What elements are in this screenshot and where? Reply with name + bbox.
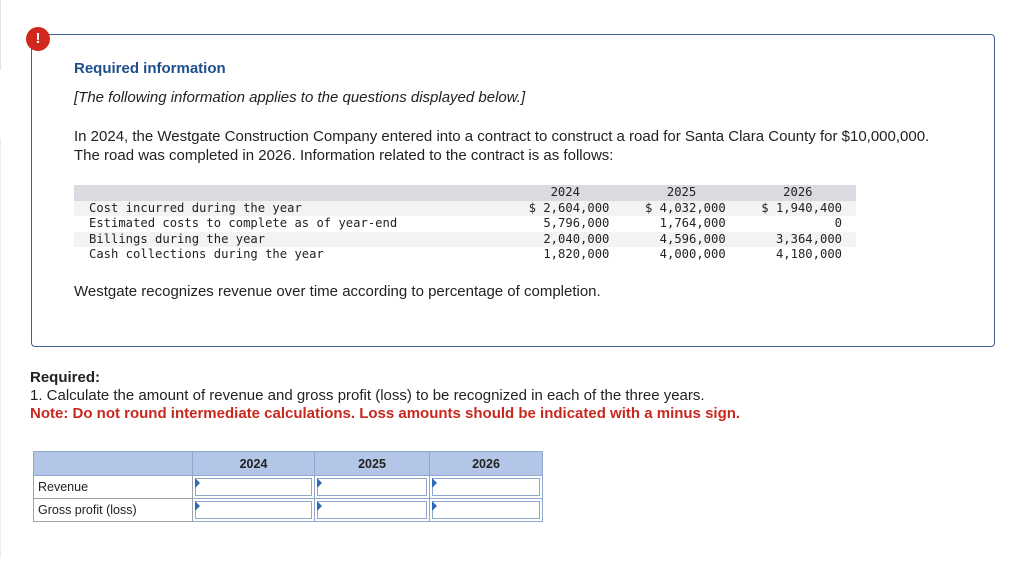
row-label: Billings during the year xyxy=(74,232,507,248)
row-value: 1,820,000 xyxy=(507,247,623,263)
left-edge-rule xyxy=(0,0,1,70)
info-title: Required information xyxy=(74,60,226,77)
answer-header-blank xyxy=(34,452,193,476)
answer-header-year: 2025 xyxy=(315,452,430,476)
header-blank xyxy=(74,185,507,201)
answer-row-label: Revenue xyxy=(34,476,193,499)
intro-paragraph: In 2024, the Westgate Construction Company entered into a contract to construct a road for Santa Clara County for $10,000,000. The road was completed in 2026. Information related to the contract is as follows: xyxy=(74,128,930,164)
revenue-2025-input[interactable] xyxy=(315,476,430,499)
row-value: $ 1,940,400 xyxy=(740,201,856,217)
table-row xyxy=(74,216,856,232)
table-row xyxy=(74,201,856,217)
input-marker-icon xyxy=(317,478,322,488)
recognition-statement: Westgate recognizes revenue over time according to percentage of completion. xyxy=(74,283,601,300)
header-year: 2025 xyxy=(623,185,739,201)
answer-row-gross-profit xyxy=(34,499,543,522)
row-value: 1,764,000 xyxy=(623,216,739,232)
input-marker-icon xyxy=(195,501,200,511)
table-header-row xyxy=(74,185,856,201)
answer-header-year: 2024 xyxy=(193,452,315,476)
row-value: 4,000,000 xyxy=(623,247,739,263)
table-row xyxy=(74,247,856,263)
answer-header-row xyxy=(34,452,543,476)
gross-profit-2026-input[interactable] xyxy=(430,499,543,522)
exclamation-icon: ! xyxy=(26,27,50,51)
row-value: 2,040,000 xyxy=(507,232,623,248)
gross-profit-2024-input[interactable] xyxy=(193,499,315,522)
header-year: 2026 xyxy=(740,185,856,201)
row-label: Estimated costs to complete as of year-end xyxy=(74,216,507,232)
input-marker-icon xyxy=(195,478,200,488)
table-row xyxy=(74,232,856,248)
answer-header-year: 2026 xyxy=(430,452,543,476)
row-label: Cash collections during the year xyxy=(74,247,507,263)
input-marker-icon xyxy=(432,478,437,488)
input-marker-icon xyxy=(432,501,437,511)
row-value: $ 2,604,000 xyxy=(507,201,623,217)
revenue-2024-input[interactable] xyxy=(193,476,315,499)
answer-row-revenue xyxy=(34,476,543,499)
row-value: 3,364,000 xyxy=(740,232,856,248)
answer-table xyxy=(33,451,543,522)
revenue-2026-input[interactable] xyxy=(430,476,543,499)
row-value: 0 xyxy=(740,216,856,232)
required-heading: Required: xyxy=(30,369,101,386)
row-value: 4,596,000 xyxy=(623,232,739,248)
row-value: 5,796,000 xyxy=(507,216,623,232)
row-value: $ 4,032,000 xyxy=(623,201,739,217)
left-edge-rule-lower xyxy=(0,138,1,558)
required-item-1: 1. Calculate the amount of revenue and gross profit (loss) to be recognized in each of the three years. xyxy=(30,387,705,404)
required-note: Note: Do not round intermediate calculations. Loss amounts should be indicated with a minus sign. xyxy=(30,405,741,422)
header-year: 2024 xyxy=(507,185,623,201)
contract-data-table xyxy=(74,185,856,263)
row-label: Cost incurred during the year xyxy=(74,201,507,217)
row-value: 4,180,000 xyxy=(740,247,856,263)
answer-row-label: Gross profit (loss) xyxy=(34,499,193,522)
info-subtitle: [The following information applies to the questions displayed below.] xyxy=(74,89,526,106)
input-marker-icon xyxy=(317,501,322,511)
gross-profit-2025-input[interactable] xyxy=(315,499,430,522)
